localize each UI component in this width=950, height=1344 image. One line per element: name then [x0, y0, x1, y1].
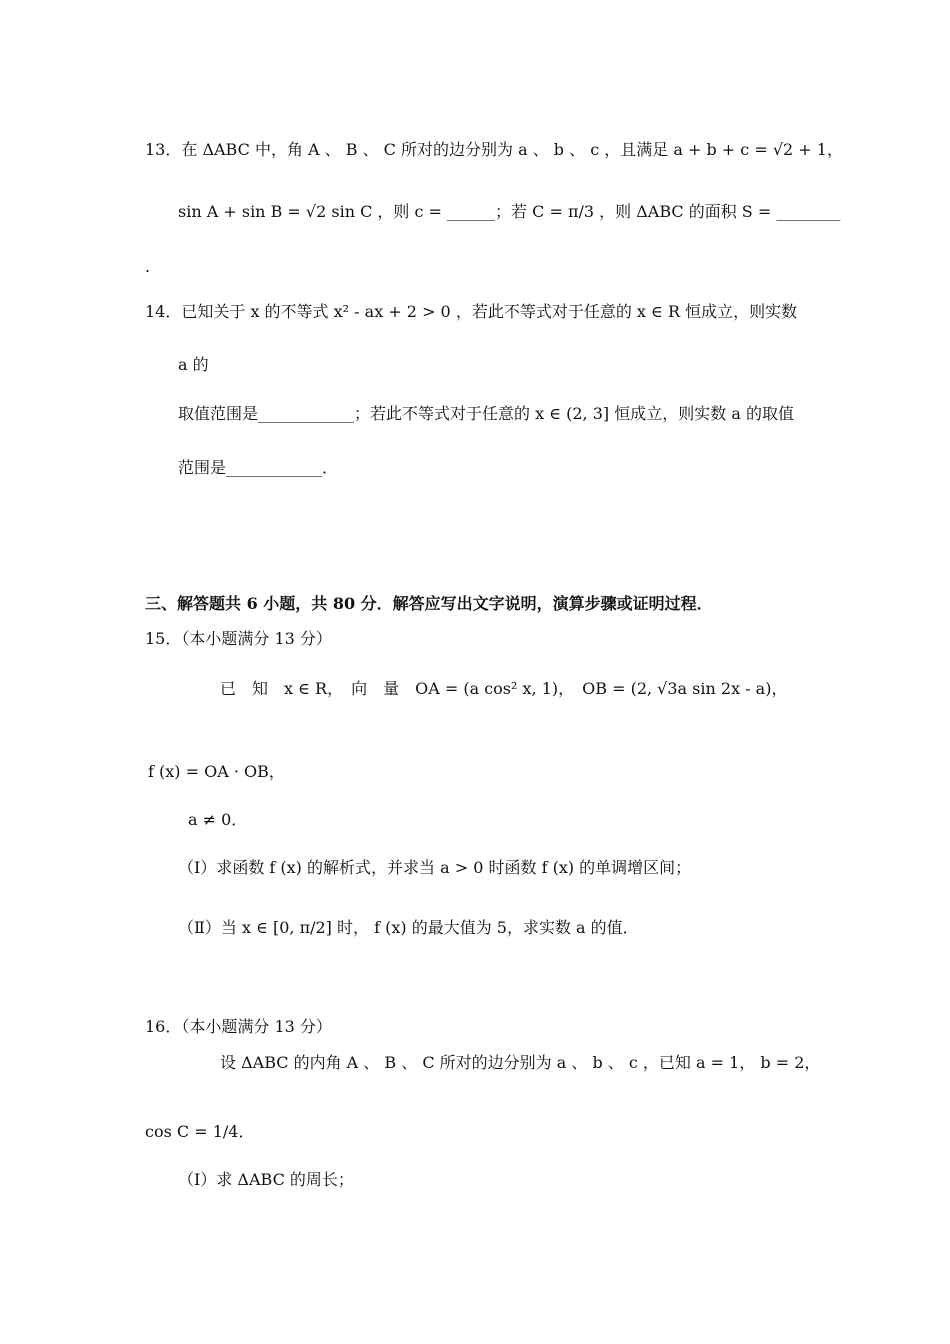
section-heading: 三、解答题共 6 小题，共 80 分．解答应写出文字说明，演算步骤或证明过程． — [145, 594, 713, 613]
problem-15-line-1: 已 知 x ∈ R， 向 量 OA = (a cos² x, 1)， OB = (2, √3a sin 2x - a)， — [220, 679, 788, 698]
problem-16-line-1: 设 ΔABC 的内角 A 、 B 、 C 所对的边分别为 a 、 b 、 c ，已知 a = 1， b = 2， — [220, 1053, 821, 1072]
problem-15-header: 15．（本小题满分 13 分） — [145, 629, 332, 648]
problem-13-line-2: sin A + sin B = √2 sin C ，则 c = ______；若 C = π/3 ，则 ΔABC 的面积 S = ________ — [178, 202, 841, 221]
problem-15-line-2: f (x) = OA · OB， — [148, 762, 285, 781]
problem-13-line-3: . — [145, 257, 151, 276]
problem-14-line-1: 14．已知关于 x 的不等式 x² - ax + 2 > 0 ，若此不等式对于任意的 x ∈ R 恒成立，则实数 — [145, 302, 798, 321]
problem-14-line-2: a 的 — [178, 355, 209, 374]
problem-16-line-2: cos C = 1/4． — [145, 1122, 255, 1141]
problem-16-part-1: （Ⅰ）求 ΔABC 的周长； — [178, 1170, 354, 1189]
problem-14-line-3: 取值范围是____________；若此不等式对于任意的 x ∈ (2, 3] 恒成立，则实数 a 的取值 — [178, 404, 794, 423]
problem-15-part-2: （Ⅱ）当 x ∈ [0, π/2] 时， f (x) 的最大值为 5，求实数 a 的值． — [178, 918, 639, 937]
problem-14-line-4: 范围是____________． — [178, 458, 339, 477]
problem-15-part-1: （Ⅰ）求函数 f (x) 的解析式，并求当 a > 0 时函数 f (x) 的单调增区间； — [178, 858, 692, 877]
problem-15-line-3: a ≠ 0． — [188, 810, 248, 829]
problem-13-line-1: 13．在 ΔABC 中，角 A 、 B 、 C 所对的边分别为 a 、 b 、 c ，且满足 a + b + c = √2 + 1， — [145, 140, 843, 159]
problem-16-header: 16．（本小题满分 13 分） — [145, 1017, 332, 1036]
